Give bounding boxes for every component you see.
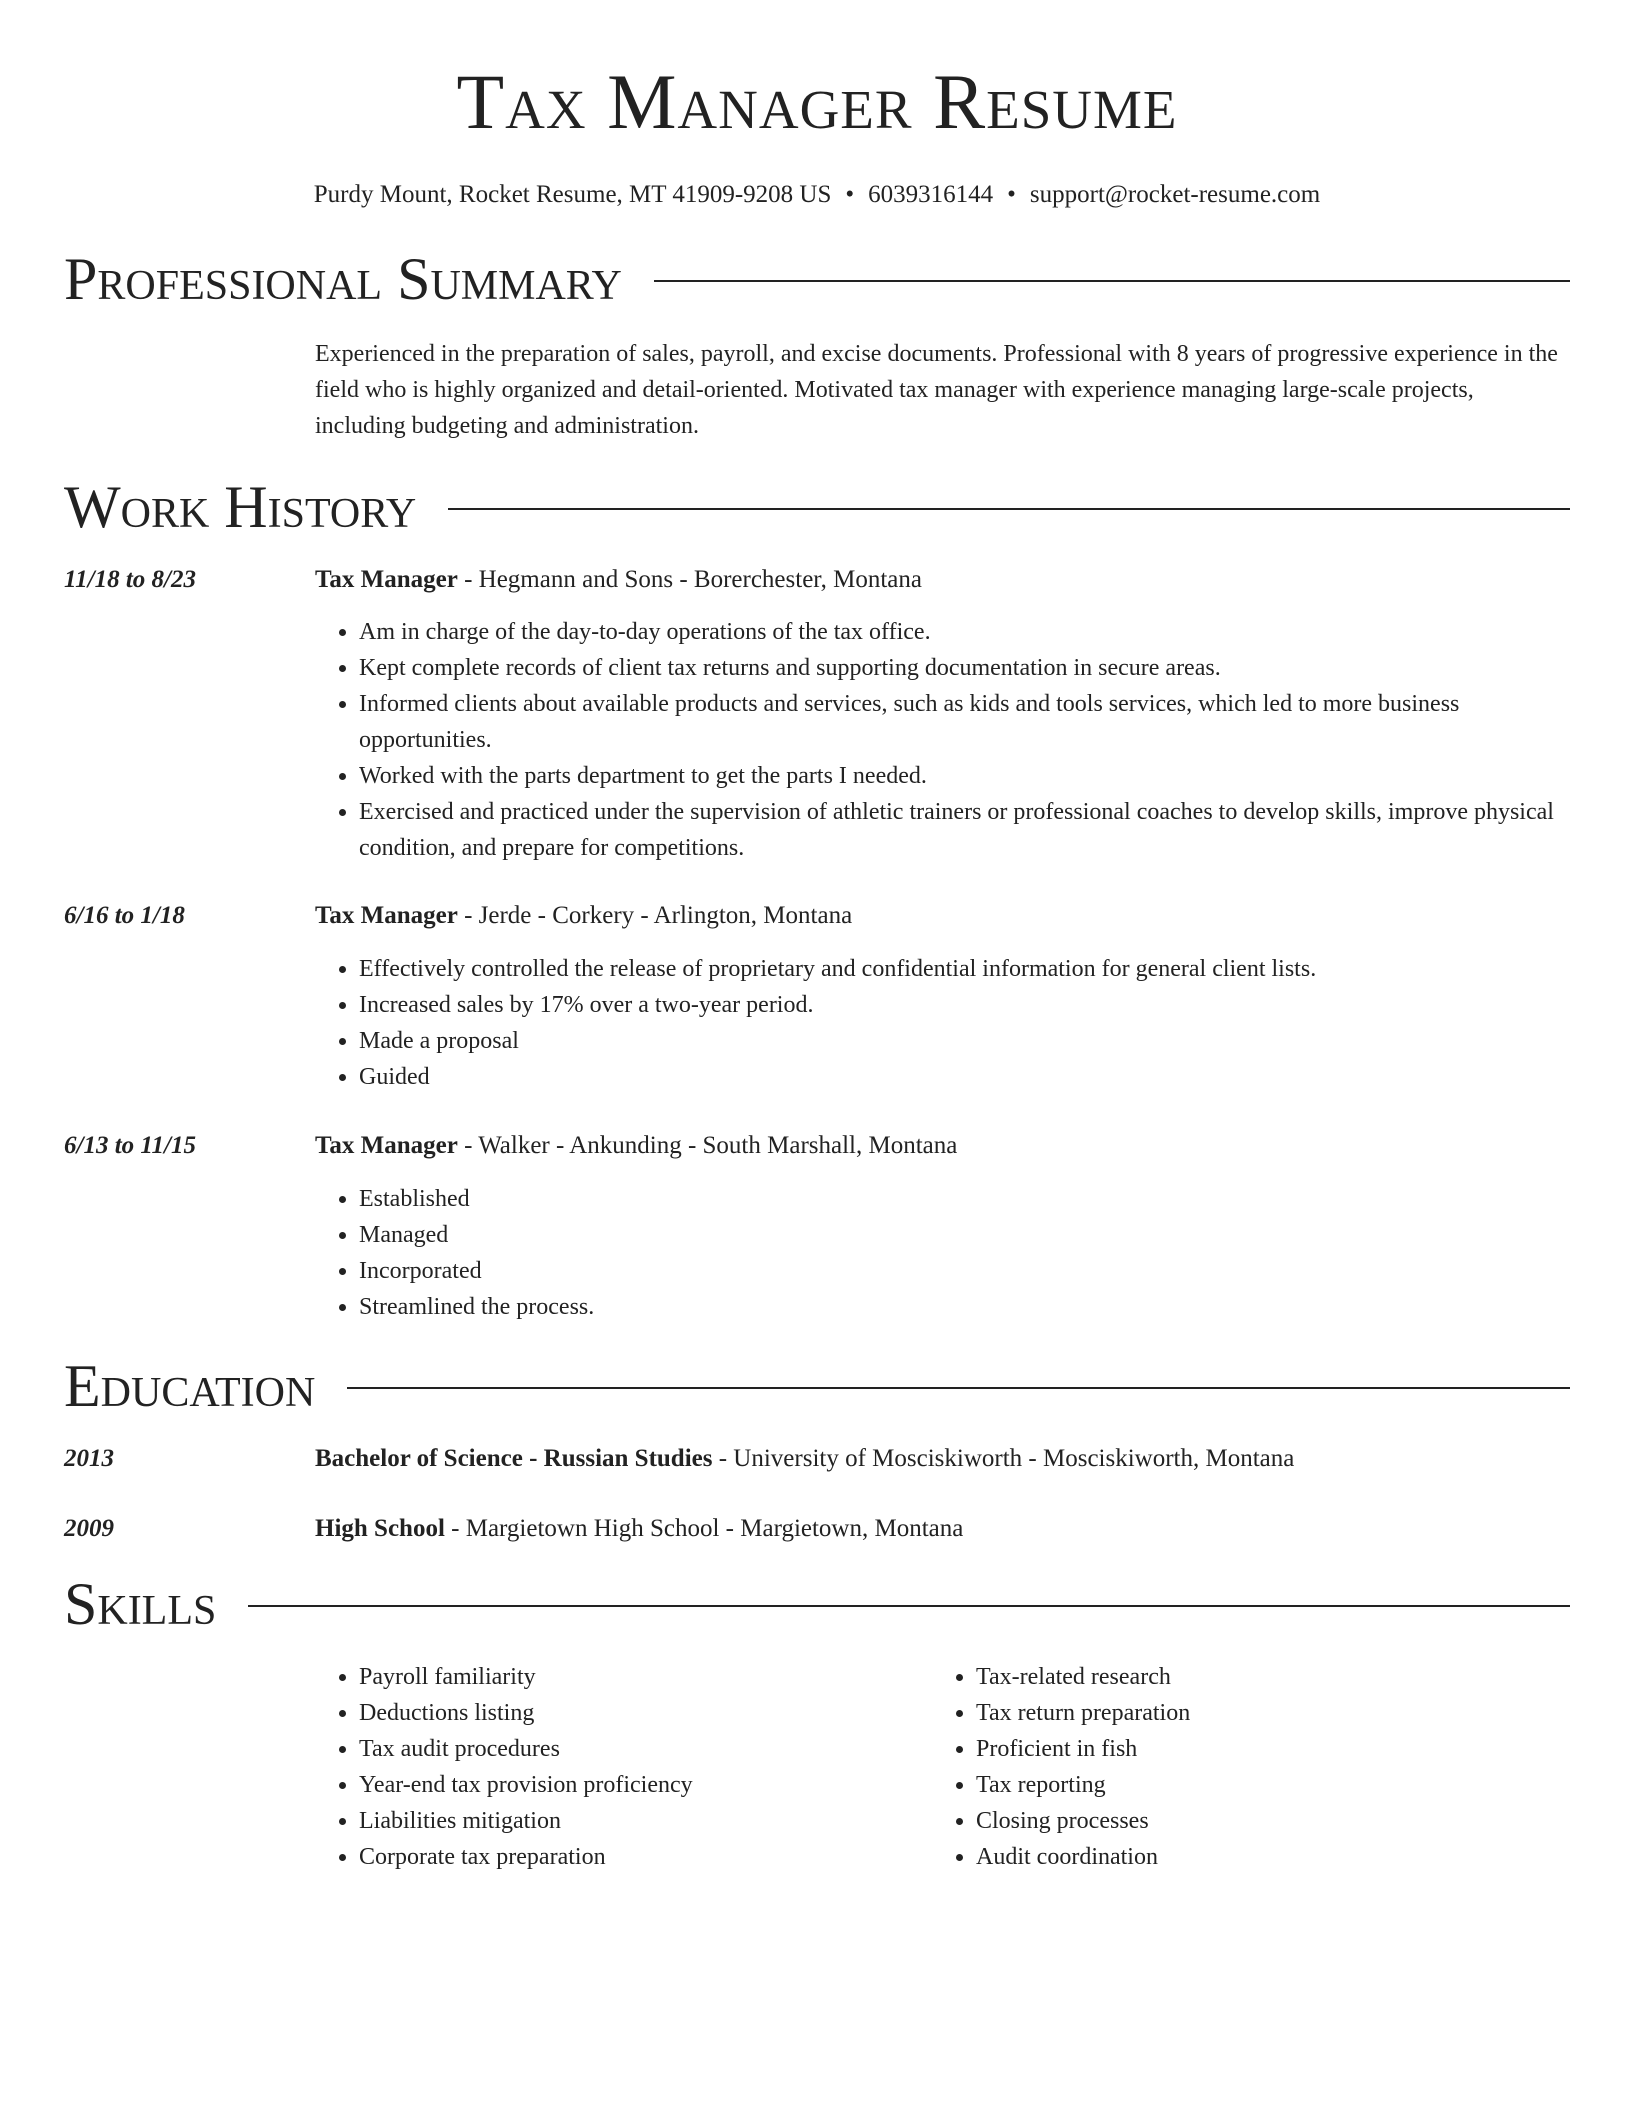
list-item: • Established — [359, 1181, 1570, 1217]
school-details: - University of Mosciskiworth - Mosciskiworth, Montana — [712, 1445, 1295, 1472]
work-entry — [64, 1128, 1570, 1325]
school-details: - Margietown High School - Margietown, Montana — [444, 1515, 964, 1542]
skill-item: • Tax audit procedures — [359, 1731, 932, 1767]
skill-item: • Tax reporting — [976, 1767, 1549, 1803]
section-divider — [448, 508, 1570, 510]
list-item: • Made a proposal — [359, 1023, 1570, 1059]
resume-title: Tax Manager Resume — [456, 58, 1178, 145]
section-work-history — [64, 472, 1570, 542]
list-item: • Incorporated — [359, 1253, 1570, 1289]
work-heading — [315, 562, 1570, 598]
list-item: • Managed — [359, 1217, 1570, 1253]
skill-item: • Corporate tax preparation — [359, 1839, 932, 1875]
list-item: • Informed clients about available products and services, such as kids and tools services, which led to more business opportunities. — [359, 686, 1570, 758]
summary-paragraph: Experienced in the preparation of sales, payroll, and excise documents. Professional with 8 years of progressive experience in the field who is highly organized and detail-oriented. Motivated tax manager with experience managing large-scale projects, including budgeting and administration. — [315, 341, 1558, 439]
skill-item: • Proficient in fish — [976, 1731, 1549, 1767]
bullet-separator: • — [1007, 181, 1016, 208]
work-body — [315, 1128, 1570, 1325]
resume-page — [64, 0, 1570, 1875]
section-professional-summary — [64, 244, 1570, 314]
work-body — [315, 562, 1570, 866]
contact-email: support@rocket-resume.com — [1029, 181, 1321, 208]
list-item: • Increased sales by 17% over a two-year period. — [359, 987, 1570, 1023]
job-details: - Walker - Ankunding - South Marshall, Montana — [457, 1132, 958, 1159]
list-item: • Kept complete records of client tax returns and supporting documentation in secure areas. — [359, 650, 1570, 686]
work-entry — [64, 562, 1570, 866]
list-item: • Streamlined the process. — [359, 1289, 1570, 1325]
list-item: • Effectively controlled the release of proprietary and confidential information for general client lists. — [359, 951, 1570, 987]
work-dates: 11/18 to 8/23 — [64, 566, 196, 593]
section-title: Professional Summary — [64, 246, 622, 312]
skill-item: • Audit coordination — [976, 1839, 1549, 1875]
skill-item: • Tax return preparation — [976, 1695, 1549, 1731]
section-education — [64, 1351, 1570, 1421]
skill-item: • Closing processes — [976, 1803, 1549, 1839]
skills-column-left — [315, 1659, 932, 1875]
work-dates: 6/16 to 1/18 — [64, 902, 185, 929]
skill-item: • Year-end tax provision proficiency — [359, 1767, 932, 1803]
work-bullets — [315, 951, 1570, 1095]
education-entry — [64, 1441, 1570, 1477]
contact-address: Purdy Mount, Rocket Resume, MT 41909-9208 US — [313, 181, 832, 208]
work-entry — [64, 898, 1570, 1095]
section-title: Education — [64, 1353, 316, 1419]
work-bullets — [315, 614, 1570, 866]
section-divider — [654, 280, 1570, 282]
education-year: 2009 — [64, 1515, 114, 1542]
job-details: - Jerde - Corkery - Arlington, Montana — [457, 902, 853, 929]
bullet-separator: • — [845, 181, 855, 208]
job-details: - Hegmann and Sons - Borerchester, Montana — [457, 566, 922, 593]
list-item: • Worked with the parts department to get the parts I needed. — [359, 758, 1570, 794]
work-dates: 6/13 to 11/15 — [64, 1132, 196, 1159]
work-heading — [315, 898, 1570, 934]
skill-item: • Payroll familiarity — [359, 1659, 932, 1695]
education-entry — [64, 1511, 1570, 1547]
skill-item: • Deductions listing — [359, 1695, 932, 1731]
education-year: 2013 — [64, 1445, 114, 1472]
education-body — [315, 1441, 1570, 1477]
skills-list — [315, 1659, 1570, 1875]
degree: Bachelor of Science - Russian Studies — [315, 1445, 713, 1472]
degree: High School — [315, 1515, 445, 1542]
contact-phone: 6039316144 — [868, 181, 994, 208]
job-title: Tax Manager — [315, 566, 458, 593]
education-body — [315, 1511, 1570, 1547]
section-divider — [248, 1605, 1570, 1607]
list-item: • Exercised and practiced under the supervision of athletic trainers or professional coaches to develop skills, improve physical condition, and prepare for competitions. — [359, 794, 1570, 866]
section-divider — [347, 1387, 1570, 1389]
work-heading — [315, 1128, 1570, 1164]
section-skills — [64, 1569, 1570, 1639]
list-item: • Am in charge of the day-to-day operations of the tax office. — [359, 614, 1570, 650]
skill-item: • Liabilities mitigation — [359, 1803, 932, 1839]
work-bullets — [315, 1181, 1570, 1325]
job-title: Tax Manager — [315, 1132, 458, 1159]
job-title: Tax Manager — [315, 902, 458, 929]
section-title: Skills — [64, 1571, 217, 1637]
list-item: • Guided — [359, 1059, 1570, 1095]
section-title: Work History — [64, 474, 417, 540]
skills-column-right — [932, 1659, 1549, 1875]
work-body — [315, 898, 1570, 1095]
skill-item: • Tax-related research — [976, 1659, 1549, 1695]
contact-line — [64, 178, 1570, 212]
